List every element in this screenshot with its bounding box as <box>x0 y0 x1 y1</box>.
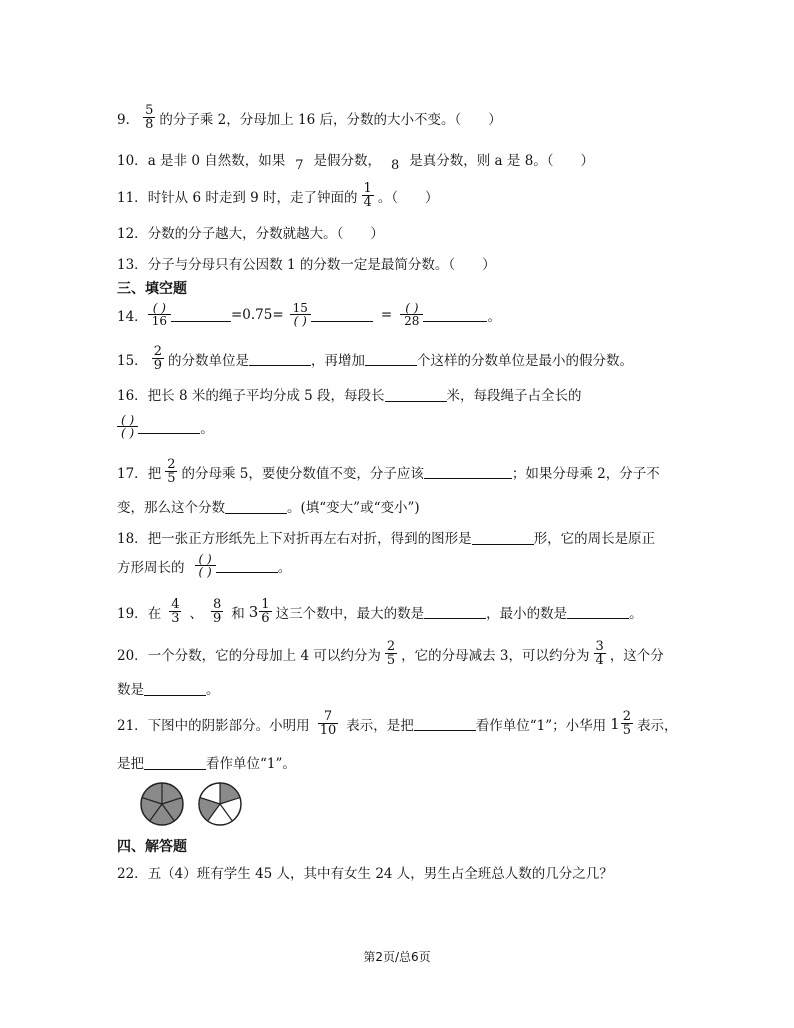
fraction: $\frac{4}{3}$ <box>171 597 180 626</box>
punctuation: 。 <box>629 605 643 622</box>
question-text: ，再增加 <box>310 352 365 369</box>
section-heading: 三、填空题 <box>117 281 187 297</box>
question-text: 个这样的分数单位是最小的假分数。 <box>416 352 633 369</box>
question-text: 把 <box>147 465 162 482</box>
question-14 <box>117 302 501 327</box>
question-text: 看作单位“1”；小华用 <box>475 717 607 734</box>
question-number: 13． <box>117 257 148 273</box>
answer-blank[interactable] <box>472 530 534 545</box>
question-19 <box>117 598 643 625</box>
punctuation: 。 <box>206 682 220 698</box>
fraction: $\frac{7}{10}$ <box>319 709 337 738</box>
answer-blank[interactable] <box>225 499 287 514</box>
question-text: ，最小的数是 <box>486 605 568 622</box>
answer-blank[interactable] <box>414 716 476 731</box>
question-18 <box>117 527 655 547</box>
question-text: 时针从 6 时走到 9 时，走了钟面的 <box>147 189 358 206</box>
circle-partially-shaded <box>199 783 241 825</box>
question-number: 9． <box>117 111 140 128</box>
question-number: 19． <box>117 605 148 622</box>
punctuation: 。 <box>487 308 501 325</box>
question-16-line-2 <box>117 414 214 439</box>
question-text: 这三个数中，最大的数是 <box>275 605 425 622</box>
question-text: 。(填“变大”或“变小”) <box>287 500 420 516</box>
question-text: 。（ ） <box>377 189 439 206</box>
question-text: ；如果分母乘 2，分子不 <box>511 465 660 482</box>
question-11 <box>117 182 439 209</box>
answer-blank[interactable] <box>216 558 278 573</box>
question-number: 11． <box>117 189 148 206</box>
answer-blank[interactable] <box>423 307 487 322</box>
circle-fully-shaded <box>141 783 183 825</box>
question-text: 看作单位“1”。 <box>206 756 296 772</box>
question-17-line-2 <box>117 496 420 516</box>
equation-text: = <box>380 306 393 323</box>
fraction: $\frac{2}{5}$ <box>167 457 176 486</box>
question-text: 和 <box>231 605 245 622</box>
question-text: 的分数单位是 <box>167 352 249 369</box>
answer-blank[interactable] <box>424 464 512 479</box>
circles-figure <box>136 780 246 830</box>
question-text: 表示，是把 <box>346 717 414 734</box>
question-number: 21． <box>117 717 148 734</box>
question-text: 数是 <box>117 682 144 698</box>
question-text: 的分母乘 5，要使分数值不变，分子应该 <box>181 465 424 482</box>
question-number: 18． <box>117 531 148 547</box>
question-text: 下图中的阴影部分。小明用 <box>147 717 310 734</box>
question-text: 形，它的周长是原正 <box>533 531 656 547</box>
question-number: 17． <box>117 465 148 482</box>
question-21-line-2 <box>117 752 296 772</box>
answer-blank[interactable] <box>385 387 447 402</box>
answer-blank[interactable] <box>138 419 200 434</box>
punctuation: 。 <box>200 420 214 437</box>
answer-blank[interactable] <box>249 351 311 366</box>
fraction: ( ) ( ) <box>117 414 138 439</box>
punctuation: 。 <box>277 559 292 576</box>
question-number: 20． <box>117 647 148 664</box>
fraction: $\frac{8}{9}$ <box>212 597 222 626</box>
question-text: 在 <box>147 605 162 622</box>
fraction: $\frac{3}{4}$ <box>595 639 604 668</box>
answer-blank[interactable] <box>424 604 486 619</box>
question-number: 12． <box>117 226 148 242</box>
answer-blank[interactable] <box>311 307 373 322</box>
answer-blank[interactable] <box>365 351 417 366</box>
question-16 <box>117 384 582 404</box>
fraction: 7 <box>295 158 304 173</box>
question-text: 分子与分母只有公因数 1 的分数一定是最简分数。（ ） <box>147 257 496 273</box>
fraction: 15 ( ) <box>290 302 311 327</box>
punctuation: 、 <box>189 605 203 622</box>
question-22 <box>117 862 613 882</box>
question-9 <box>117 104 502 131</box>
page-footer: 第2页/总6页 <box>363 950 431 964</box>
question-text: ，这个分 <box>609 647 664 664</box>
section-heading: 四、解答题 <box>117 839 187 855</box>
question-20-line-2 <box>117 678 220 698</box>
question-text: 变，那么这个分数 <box>117 500 225 516</box>
question-text: 米，每段绳子占全长的 <box>446 388 582 404</box>
question-text: 是假分数， <box>313 152 381 169</box>
question-number: 16． <box>117 388 148 404</box>
question-text: 把长 8 米的绳子平均分成 5 段，每段长 <box>147 388 385 404</box>
question-15 <box>117 345 633 372</box>
question-number: 22． <box>117 866 148 882</box>
fraction: $\frac{2}{5}$ <box>386 639 396 668</box>
answer-blank[interactable] <box>171 307 231 322</box>
question-18-line-2 <box>117 553 291 578</box>
question-20 <box>117 640 664 667</box>
question-number: 14． <box>117 308 148 325</box>
question-text: 方形周长的 <box>117 559 185 576</box>
question-text: 的分子乘 2，分母加上 16 后，分数的大小不变。（ ） <box>159 111 502 128</box>
question-21 <box>117 710 677 737</box>
question-text: 五（4）班有学生 45 人，其中有女生 24 人，男生占全班总人数的几分之几？ <box>147 866 613 882</box>
fraction: ( ) 16 <box>148 302 171 327</box>
question-13 <box>117 253 496 273</box>
question-12 <box>117 222 384 242</box>
question-number: 10． <box>117 152 148 169</box>
question-text: 是真分数，则 a 是 8。（ ） <box>409 152 595 169</box>
mixed-number: 1 $\frac{2}{5}$ <box>610 709 631 738</box>
question-text: 把一张正方形纸先上下对折再左右对折，得到的图形是 <box>147 531 472 547</box>
question-10 <box>117 145 594 172</box>
question-text: 是把 <box>117 756 144 772</box>
fraction: $\frac{2}{9}$ <box>153 344 162 373</box>
fraction: 8 <box>390 158 400 173</box>
question-number: 15． <box>117 352 148 369</box>
question-17 <box>117 458 660 485</box>
fraction: $\frac{1}{4}$ <box>363 181 372 210</box>
answer-blank[interactable] <box>144 755 206 770</box>
question-text: ，它的分母减去 3，可以约分为 <box>401 647 590 664</box>
fraction: ( ) ( ) <box>195 553 216 578</box>
question-text: 分数的分子越大，分数就越大。（ ） <box>147 226 384 242</box>
question-text: 一个分数，它的分母加上 4 可以约分为 <box>147 647 381 664</box>
fraction: $\frac{5}{8}$ <box>145 103 154 132</box>
mixed-number: 3 $\frac{1}{6}$ <box>248 597 270 626</box>
question-text: 表示， <box>636 717 678 734</box>
answer-blank[interactable] <box>144 681 206 696</box>
equation-text: =0.75= <box>230 306 284 323</box>
answer-blank[interactable] <box>567 604 629 619</box>
question-text: a 是非 0 自然数，如果 <box>147 152 286 169</box>
fraction: ( ) 28 <box>400 302 423 327</box>
